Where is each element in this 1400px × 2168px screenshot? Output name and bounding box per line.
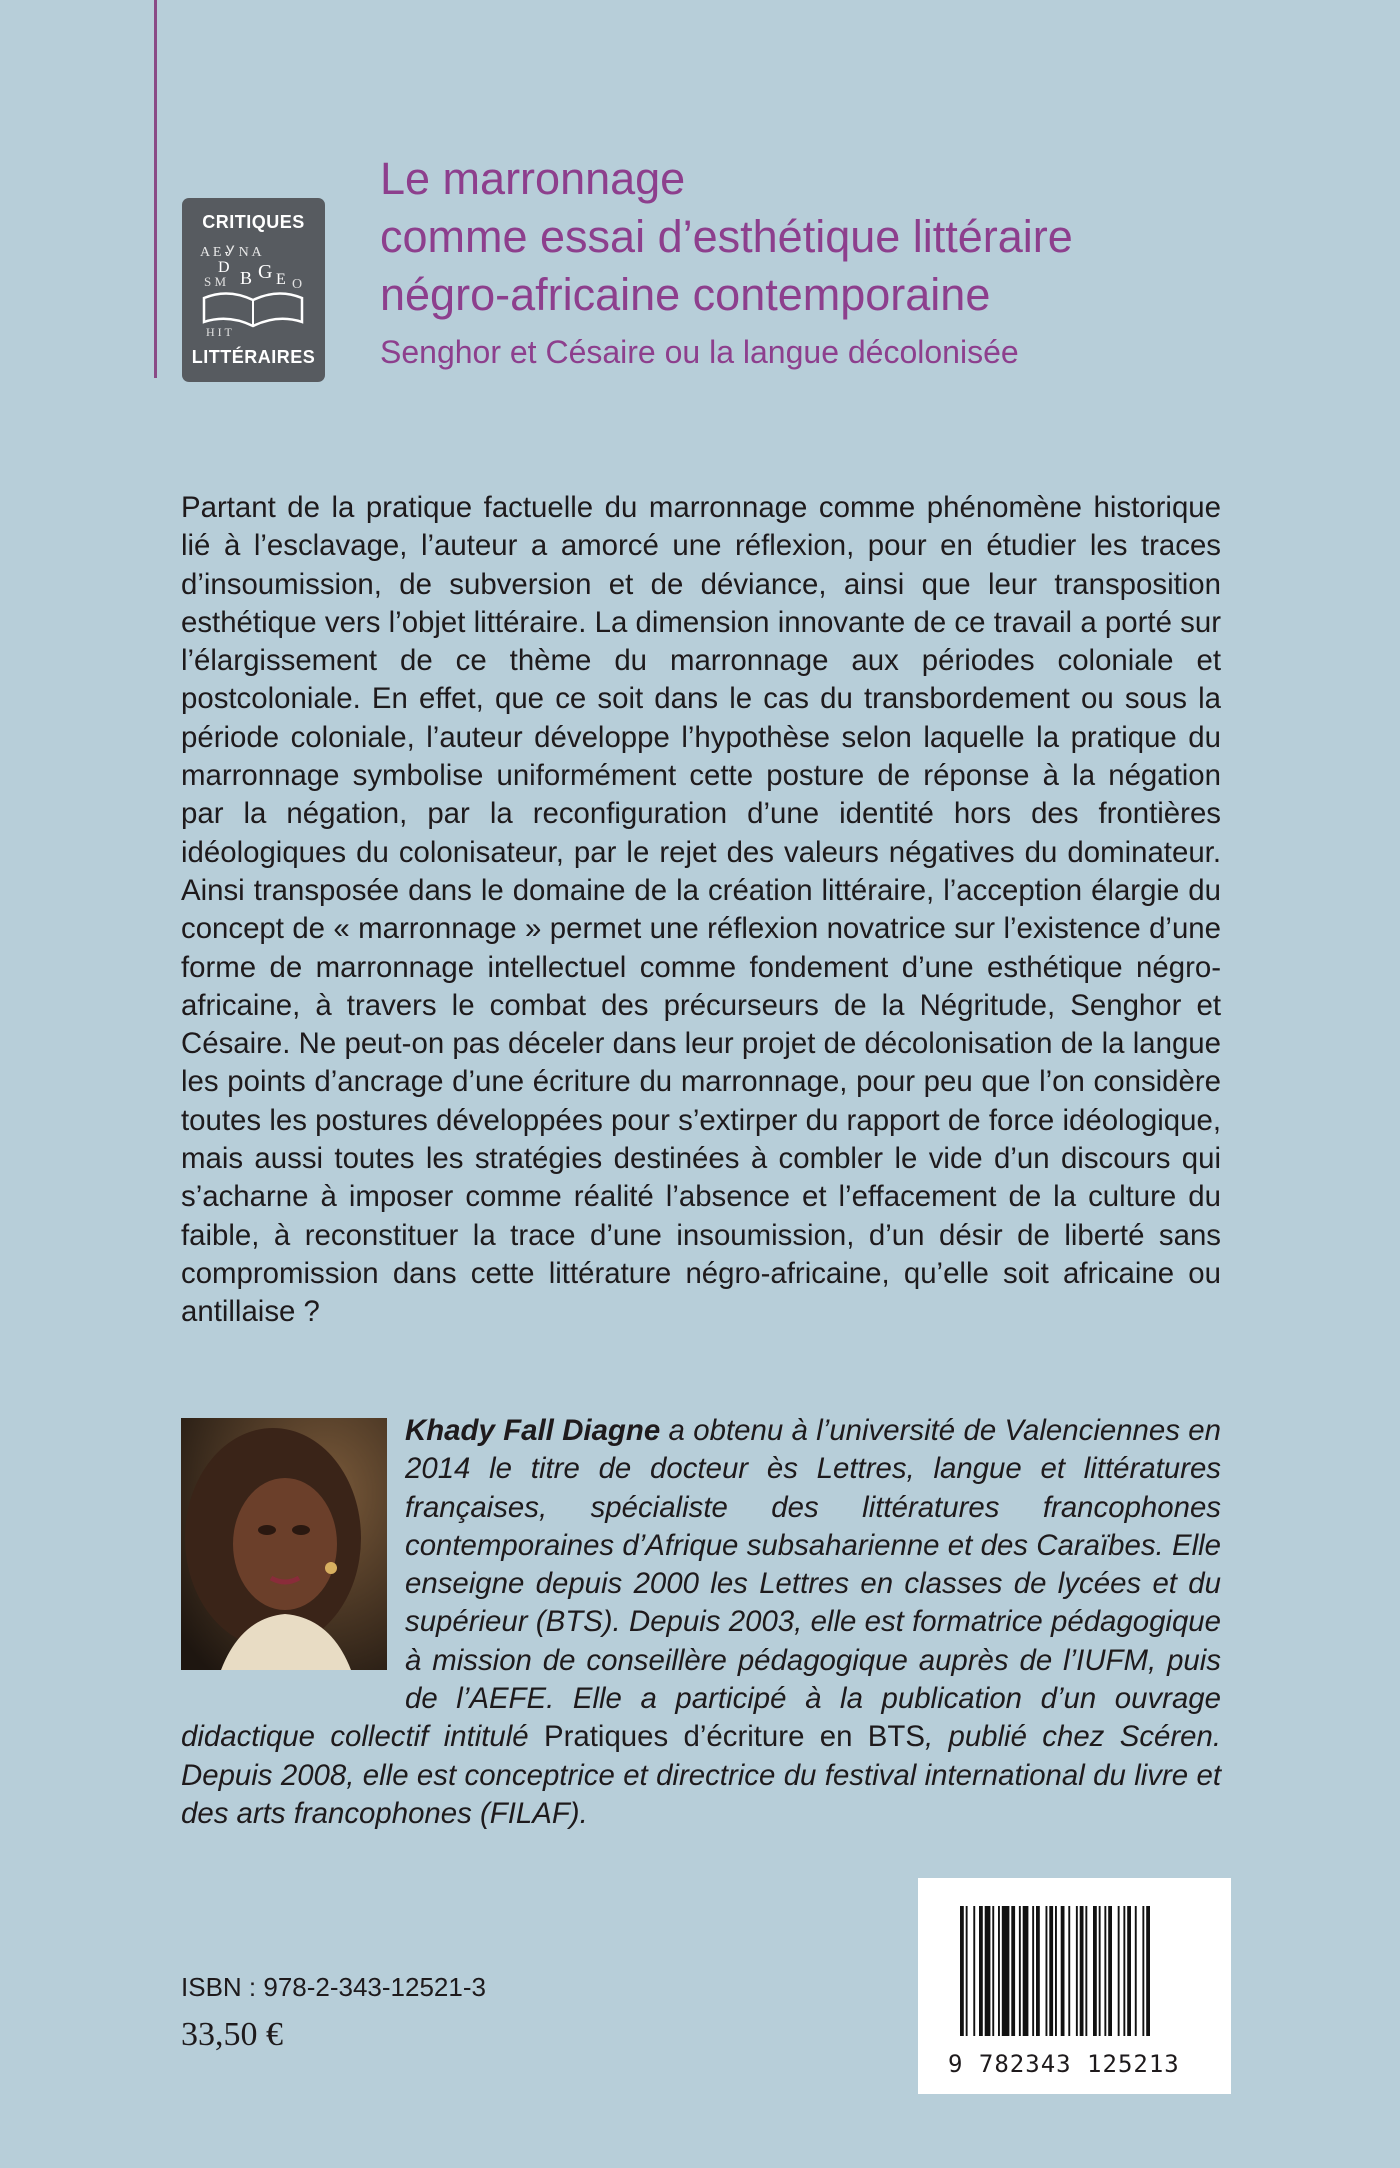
bio-book-title: Pratiques d’écriture en BTS	[544, 1720, 925, 1754]
author-bio	[181, 1412, 1221, 1833]
summary-paragraph: Partant de la pratique factuelle du marronnage comme phénomène historique lié à l’esclavage, l’auteur a amorcé une réflexion, pour en étudier les traces d’insoumission, de subversion et de déviance, ainsi que leur transposition esthétique vers l’objet littéraire. La dimension innovante de ce travail a porté sur l’élargissement de ce thème du marronnage aux périodes coloniale et postcoloniale. En effet, que ce soit dans le cas du transbordement ou sous la période coloniale, l’auteur développe l’hypothèse selon laquelle la pratique du marronnage symbolise uniformément cette posture de réponse à la négation par la négation, par la reconfiguration d’une identité hors des frontières idéologiques du colonisateur, par le rejet des valeurs négatives du dominateur. Ainsi transposée dans le domaine de la création littéraire, l’acception élargie du concept de « marronnage » permet une réflexion novatrice sur l’existence d’une forme de marronnage intellectuel comme fondement d’une esthétique négro-africaine, à travers le combat des précurseurs de la Négritude, Senghor et Césaire. Ne peut-on pas déceler dans leur projet de décolonisation de la langue les points d’ancrage d’une écriture du marronnage, pour peu que l’on considère toutes les postures développées pour s’extirper du rapport de force idéologique, mais aussi toutes les stratégies destinées à combler le vide d’un discours qui s’acharne à imposer comme réalité l’absence et l’effacement de la culture du faible, à reconstituer la trace d’une insoumission, d’un désir de liberté sans compromission dans cette littérature négro-africaine, qu’elle soit africaine ou antillaise ?	[181, 491, 1221, 1329]
open-book-with-letters-icon	[196, 238, 311, 338]
decorative-vertical-line	[154, 0, 157, 378]
bio-text-part-1: a obtenu à l’université de Valenciennes en 2014 le titre de docteur ès Lettres, langue et littératures françaises, spécialiste des littératures francophones contemporaines d’Afrique subsaharienne et des Caraïbes. Elle enseigne depuis 2000 les Lettres en classes de lycées et du supérieur (BTS). Depuis 2003, elle est formatrice pédagogique à mission de conseillère pédagogique auprès de l’IUFM, puis de l’AEFE. Elle a participé à la publication d’un ouvrage didactique collectif intitulé	[181, 1414, 1221, 1754]
svg-text:D: D	[218, 259, 230, 276]
isbn-text: ISBN : 978-2-343-12521-3	[181, 1972, 486, 2002]
series-logo-bottom-text: LITTÉRAIRES	[191, 347, 316, 367]
title-block	[380, 150, 1340, 372]
book-subtitle: Senghor et Césaire ou la langue décolonisée	[380, 334, 1019, 370]
svg-text:G: G	[258, 261, 273, 283]
photo-spacer	[181, 1412, 405, 1694]
book-title-line-1: Le marronnage	[380, 153, 686, 204]
svg-text:S M: S M	[204, 274, 227, 289]
svg-text:A E Ꮍ N A: A E Ꮍ N A	[200, 245, 262, 260]
bio-text-part-2: , publié chez Scéren. Depuis 2008, elle est conceptrice et directrice du festival international du livre et des arts francophones (FILAF).	[181, 1720, 1222, 1830]
svg-text:H I T: H I T	[206, 325, 232, 338]
svg-text:O: O	[292, 277, 303, 292]
book-title-line-2: comme essai d’esthétique littéraire	[380, 211, 1073, 262]
book-title	[380, 150, 1340, 324]
svg-text:B: B	[240, 268, 253, 288]
series-logo-top-text: CRITIQUES	[202, 212, 305, 232]
svg-text:E: E	[276, 271, 286, 288]
series-logo	[182, 198, 325, 382]
barcode-bars	[960, 1906, 1190, 2036]
book-title-line-3: négro-africaine contemporaine	[380, 269, 991, 320]
barcode-digits: 9 782343 125213	[948, 2050, 1180, 2078]
barcode	[918, 1878, 1231, 2094]
price-text: 33,50 €	[181, 2016, 283, 2053]
author-name: Khady Fall Diagne	[405, 1414, 661, 1447]
